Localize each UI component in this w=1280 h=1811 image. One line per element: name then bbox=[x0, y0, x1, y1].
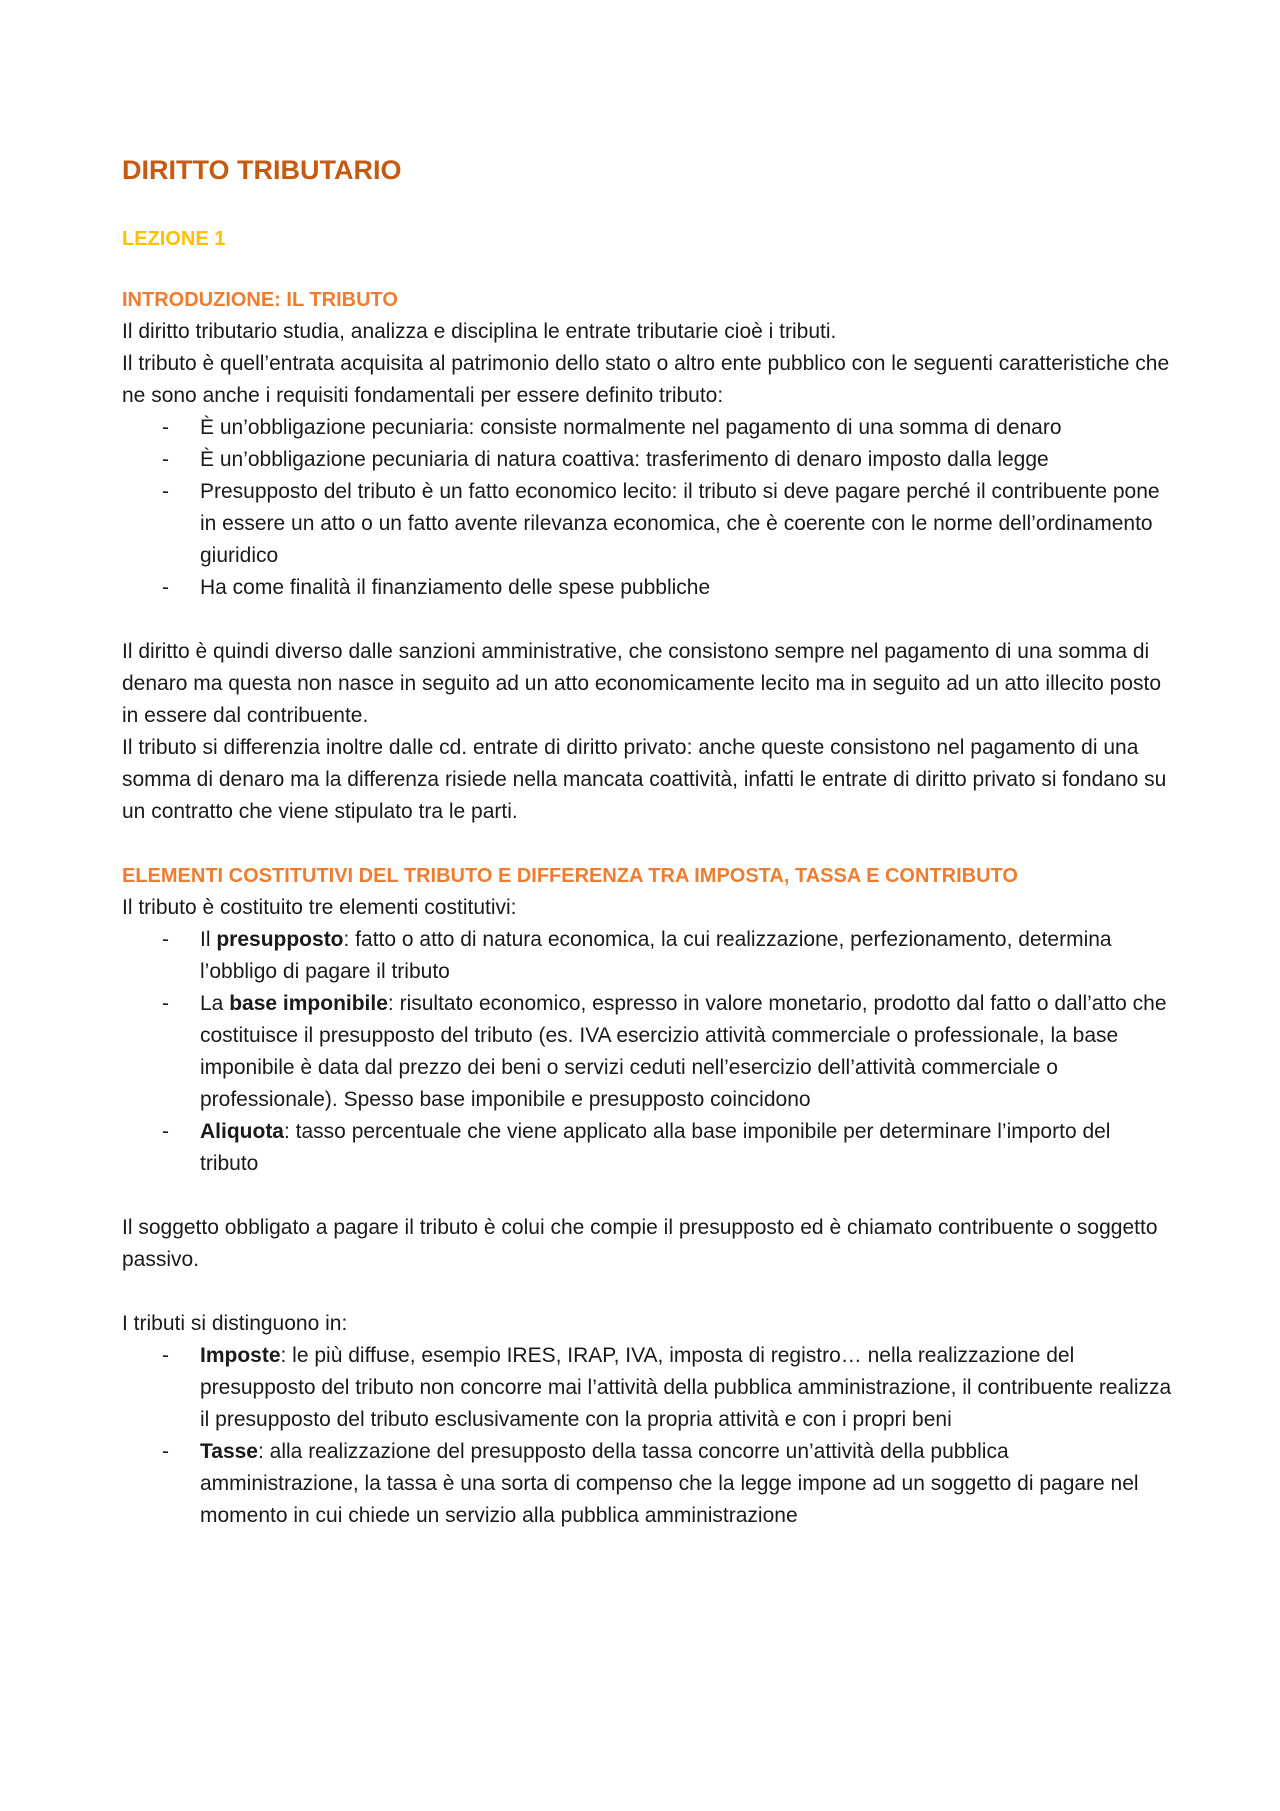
paragraph: Il tributo è costituito tre elementi costitutivi: bbox=[122, 896, 517, 919]
list-item: - Imposte: le più diffuse, esempio IRES, IRAP, IVA, imposta di registro… nella realizzazione del presupposto del tributo non concorre mai l’attività della pubblica amministrazione, il contribuente realizza il presupposto del tributo esclusivamente con la propria attività e con i propri beni bbox=[122, 1340, 1172, 1436]
paragraph: Il tributo si differenzia inoltre dalle cd. entrate di diritto privato: anche queste consistono nel pagamento di una somma di denaro ma la differenza risiede nella mancata coattività, infatti le entrate di diritto privato si fondano su un contratto che viene stipulato tra le parti. bbox=[122, 736, 1167, 823]
lesson-label: LEZIONE 1 bbox=[122, 228, 226, 250]
list-item: - Il presupposto: fatto o atto di natura economica, la cui realizzazione, perfezionamento, determina l’obbligo di pagare il tributo bbox=[122, 924, 1172, 988]
paragraph: Il tributo è quell’entrata acquisita al patrimonio dello stato o altro ente pubblico con le seguenti caratteristiche che ne sono anche i requisiti fondamentali per essere definito tributo: bbox=[122, 352, 1170, 407]
list-item: - Presupposto del tributo è un fatto economico lecito: il tributo si deve pagare perché il contribuente pone in essere un atto o un fatto avente rilevanza economica, che è coerente con le norme dell’ordinamento giuridico bbox=[122, 476, 1172, 572]
paragraph: I tributi si distinguono in: bbox=[122, 1312, 348, 1335]
types-list bbox=[122, 1340, 1172, 1532]
elements-list bbox=[122, 924, 1172, 1180]
paragraph: Il diritto è quindi diverso dalle sanzioni amministrative, che consistono sempre nel pagamento di una somma di denaro ma questa non nasce in seguito ad un atto economicamente lecito ma in seguito ad un atto illecito posto in essere dal contribuente. bbox=[122, 640, 1161, 727]
section-heading-elementi: ELEMENTI COSTITUTIVI DEL TRIBUTO E DIFFERENZA TRA IMPOSTA, TASSA E CONTRIBUTO bbox=[122, 865, 1018, 887]
document-title: DIRITTO TRIBUTARIO bbox=[122, 155, 402, 185]
list-item: - È un’obbligazione pecuniaria: consiste normalmente nel pagamento di una somma di denaro bbox=[122, 412, 1172, 444]
list-item: - Aliquota: tasso percentuale che viene applicato alla base imponibile per determinare l’importo del tributo bbox=[122, 1116, 1172, 1180]
document-page bbox=[122, 150, 1172, 1532]
paragraph: Il diritto tributario studia, analizza e disciplina le entrate tributarie cioè i tributi. bbox=[122, 320, 837, 343]
term-bold: base imponibile bbox=[229, 992, 388, 1015]
term-bold: Aliquota bbox=[200, 1120, 284, 1143]
paragraph: Il soggetto obbligato a pagare il tributo è colui che compie il presupposto ed è chiamato contribuente o soggetto passivo. bbox=[122, 1216, 1158, 1271]
term-bold: Tasse bbox=[200, 1440, 258, 1463]
characteristics-list bbox=[122, 412, 1172, 604]
term-bold: Imposte bbox=[200, 1344, 281, 1367]
list-item: - La base imponibile: risultato economico, espresso in valore monetario, prodotto dal fatto o dall’atto che costituisce il presupposto del tributo (es. IVA esercizio attività commerciale o professionale, la base imponibile è data dal prezzo dei beni o servizi ceduti nell’esercizio dell’attività commerciale o professionale). Spesso base imponibile e presupposto coincidono bbox=[122, 988, 1172, 1116]
list-item: - È un’obbligazione pecuniaria di natura coattiva: trasferimento di denaro imposto dalla legge bbox=[122, 444, 1172, 476]
section-heading-introduzione: INTRODUZIONE: IL TRIBUTO bbox=[122, 289, 398, 311]
list-item: - Tasse: alla realizzazione del presupposto della tassa concorre un’attività della pubblica amministrazione, la tassa è una sorta di compenso che la legge impone ad un soggetto di pagare nel momento in cui chiede un servizio alla pubblica amministrazione bbox=[122, 1436, 1172, 1532]
list-item: - Ha come finalità il finanziamento delle spese pubbliche bbox=[122, 572, 1172, 604]
term-bold: presupposto bbox=[216, 928, 344, 951]
